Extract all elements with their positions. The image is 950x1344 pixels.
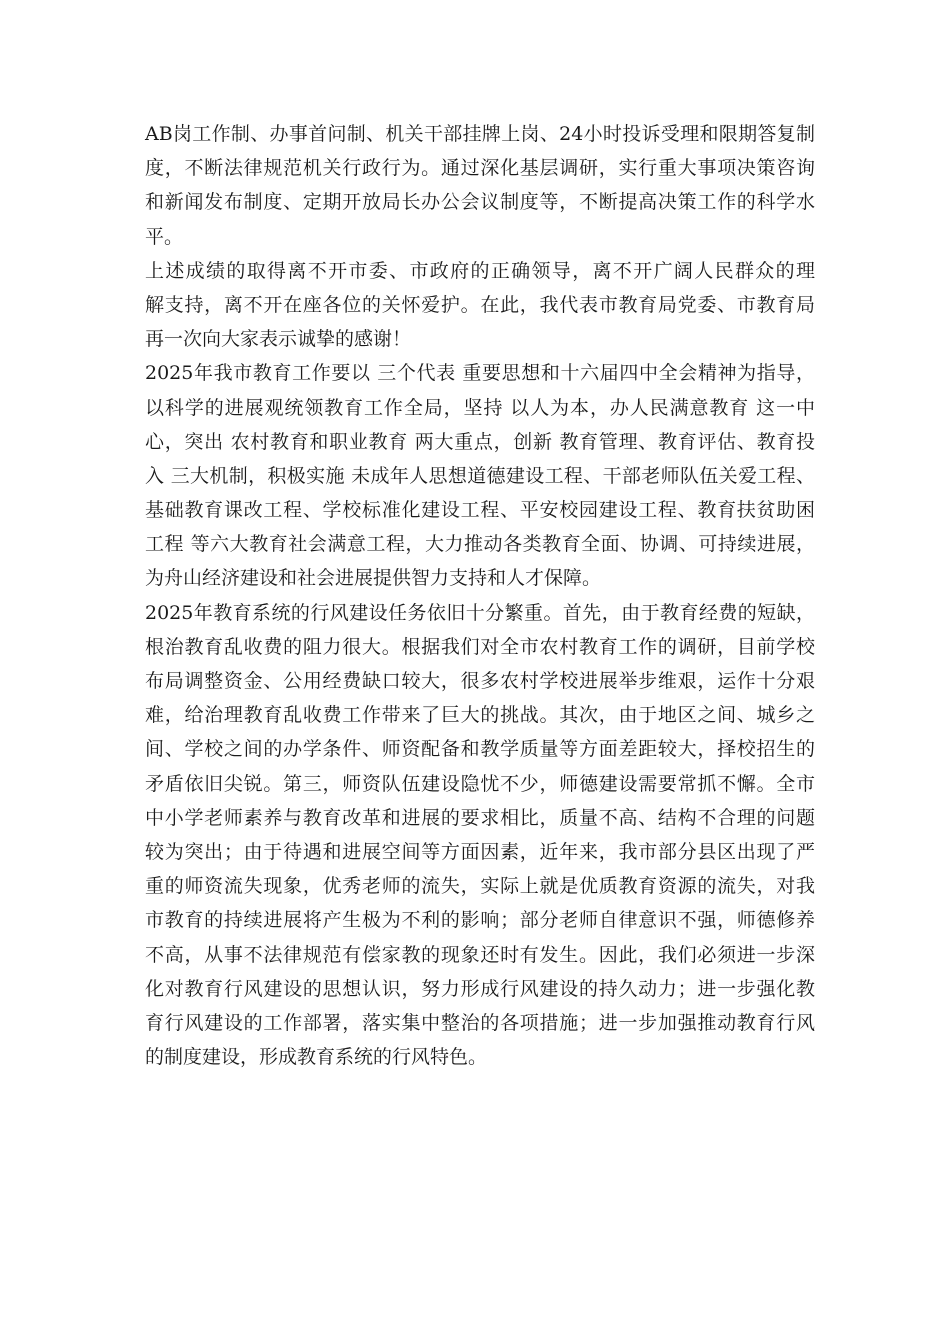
paragraph-2 [145, 254, 815, 357]
text-line: 工程 等六大教育社会满意工程，大力推动各类教育全面、协调、可持续进展， [145, 533, 815, 556]
text-line: 以科学的进展观统领教育工作全局，坚持 以人为本，办人民满意教育 这一中 [145, 396, 815, 419]
text-line: 度，不断法律规范机关行政行为。通过深化基层调研，实行重大事项决策咨询 [145, 157, 815, 180]
text-line: 2025年我市教育工作要以 三个代表 重要思想和十六届四中全会精神为指导， [145, 362, 815, 385]
text-line: 化对教育行风建设的思想认识，努力形成行风建设的持久动力；进一步强化教 [145, 977, 815, 1000]
text-line: 和新闻发布制度、定期开放局长办公会议制度等，不断提高决策工作的科学水 [145, 191, 815, 214]
text-line: 入 三大机制，积极实施 未成年人思想道德建设工程、干部老师队伍关爱工程、 [145, 464, 815, 487]
text-line: 重的师资流失现象，优秀老师的流失，实际上就是优质教育资源的流失，对我 [145, 875, 815, 898]
text-line: 中小学老师素养与教育改革和进展的要求相比，质量不高、结构不合理的问题 [145, 806, 815, 829]
paragraph-4 [145, 596, 815, 1075]
text-line: 再一次向大家表示诚挚的感谢！ [145, 328, 412, 351]
text-line: 解支持，离不开在座各位的关怀爱护。在此，我代表市教育局党委、市教育局 [145, 293, 815, 316]
text-line: 间、学校之间的办学条件、师资配备和教学质量等方面差距较大，择校招生的 [145, 738, 815, 761]
text-line: 根治教育乱收费的阻力很大。根据我们对全市农村教育工作的调研，目前学校 [145, 635, 815, 658]
text-line: 不高，从事不法律规范有偿家教的现象还时有发生。因此，我们必须进一步深 [145, 943, 815, 966]
text-line: 市教育的持续进展将产生极为不利的影响；部分老师自律意识不强，师德修养 [145, 909, 815, 932]
text-line: 布局调整资金、公用经费缺口较大，很多农村学校进展举步维艰，运作十分艰 [145, 670, 815, 692]
text-line: 平。 [145, 225, 184, 248]
text-line: 育行风建设的工作部署，落实集中整治的各项措施；进一步加强推动教育行风 [145, 1011, 815, 1034]
document-body [145, 117, 815, 1074]
text-line: 2025年教育系统的行风建设任务依旧十分繁重。首先，由于教育经费的短缺， [145, 601, 815, 624]
text-line: 上述成绩的取得离不开市委、市政府的正确领导，离不开广阔人民群众的理 [145, 259, 815, 282]
text-line: 难，给治理教育乱收费工作带来了巨大的挑战。其次，由于地区之间、城乡之 [145, 704, 815, 727]
text-line: 较为突出；由于待遇和进展空间等方面因素，近年来，我市部分县区出现了严 [145, 840, 815, 863]
paragraph-3 [145, 356, 815, 595]
text-line: 矛盾依旧尖锐。第三，师资队伍建设隐忧不少，师德建设需要常抓不懈。全市 [145, 772, 815, 795]
paragraph-1 [145, 117, 815, 254]
text-line: 基础教育课改工程、学校标准化建设工程、平安校园建设工程、教育扶贫助困 [145, 499, 815, 522]
text-line: 心，突出 农村教育和职业教育 两大重点，创新 教育管理、教育评估、教育投 [145, 430, 815, 453]
text-line: AB岗工作制、办事首问制、机关干部挂牌上岗、24小时投诉受理和限期答复制 [145, 123, 815, 145]
text-line: 的制度建设，形成教育系统的行风特色。 [145, 1046, 488, 1069]
text-line: 为舟山经济建设和社会进展提供智力支持和人才保障。 [145, 567, 602, 590]
